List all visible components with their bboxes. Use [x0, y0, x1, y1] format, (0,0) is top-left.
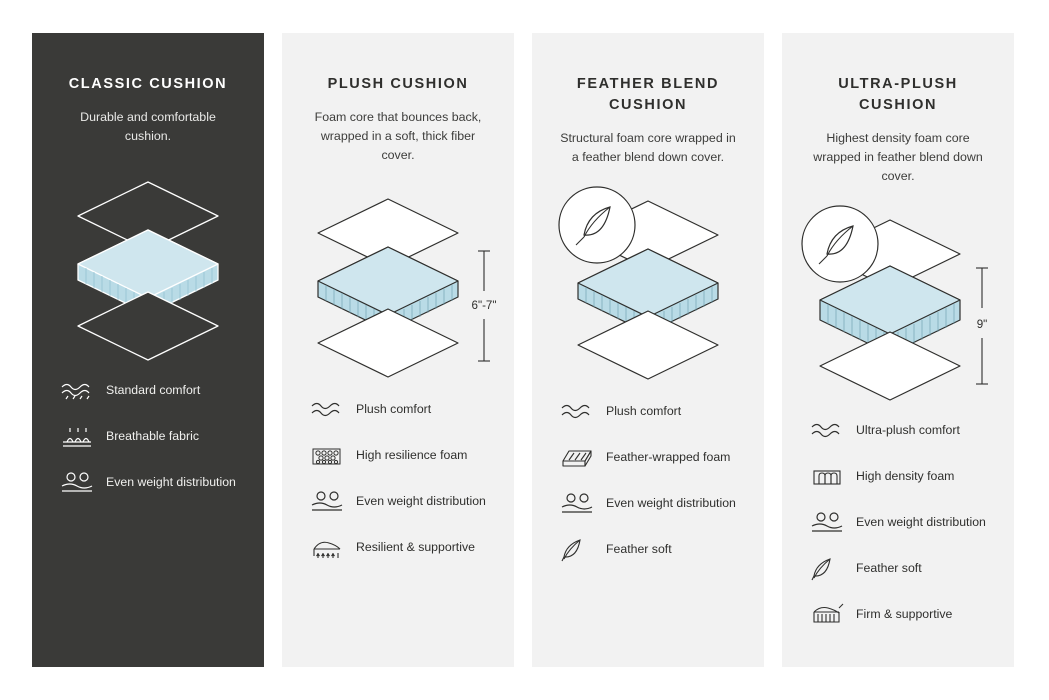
dimension-label: 6"-7" [471, 298, 497, 312]
feature-item [310, 387, 486, 433]
feature-item [560, 481, 736, 527]
feature-label: Ultra-plush comfort [856, 423, 960, 438]
firm-support-icon [810, 598, 854, 632]
cushion-layer-diagram [532, 173, 764, 383]
leaf-badge [802, 206, 878, 282]
feature-label: Feather soft [856, 561, 922, 576]
resilient-support-icon [310, 531, 354, 565]
feature-label: Plush comfort [356, 402, 432, 417]
feature-list [810, 408, 986, 638]
card-title: ULTRA-PLUSH CUSHION [838, 76, 958, 114]
cushion-layer-diagram [282, 171, 514, 381]
feature-item [560, 435, 736, 481]
feature-item [310, 479, 486, 525]
feature-label: High resilience foam [356, 448, 468, 463]
feature-item [60, 368, 236, 414]
feature-label: Even weight distribution [856, 515, 986, 530]
feature-item [310, 525, 486, 571]
feature-list [60, 368, 236, 506]
feature-item [810, 546, 986, 592]
feature-item [810, 500, 986, 546]
card-title: PLUSH CUSHION [327, 76, 469, 92]
feature-item [60, 414, 236, 460]
wave-lines-icon [810, 414, 854, 448]
cushion-layer-diagram [32, 152, 264, 362]
feature-label: Breathable fabric [106, 429, 199, 444]
wave-lines-icon [60, 374, 104, 408]
wave-lines-icon [560, 395, 604, 429]
even-weight-icon [560, 487, 604, 521]
card-description: Durable and comfortable cushion. [80, 110, 216, 143]
feature-label: Feather-wrapped foam [606, 450, 731, 465]
feature-list [560, 389, 736, 573]
leaf-icon [560, 533, 604, 567]
feature-label: Even weight distribution [606, 496, 736, 511]
feature-label: Resilient & supportive [356, 540, 475, 555]
feature-label: Plush comfort [606, 404, 682, 419]
cushion-card-plush[interactable] [282, 33, 514, 667]
cushion-layer-diagram [782, 192, 1014, 402]
high-density-foam-icon [810, 460, 854, 494]
leaf-badge [559, 187, 635, 263]
even-weight-icon [310, 485, 354, 519]
feature-label: Even weight distribution [356, 494, 486, 509]
feature-item [810, 592, 986, 638]
feature-item [310, 433, 486, 479]
card-description: Highest density foam core wrapped in feather blend down cover. [813, 131, 983, 183]
dimension-label: 9" [976, 317, 988, 331]
cushion-card-ultra-plush[interactable] [782, 33, 1014, 667]
feature-item [560, 527, 736, 573]
feature-label: High density foam [856, 469, 955, 484]
feature-item [810, 408, 986, 454]
card-description: Structural foam core wrapped in a feather blend down cover. [560, 131, 736, 164]
feature-label: Even weight distribution [106, 475, 236, 490]
wave-lines-icon [310, 393, 354, 427]
feature-item [60, 460, 236, 506]
feature-label: Firm & supportive [856, 607, 953, 622]
feather-wrapped-foam-icon [560, 441, 604, 475]
cushion-card-feather-blend[interactable] [532, 33, 764, 667]
leaf-icon [810, 552, 854, 586]
honeycomb-foam-icon [310, 439, 354, 473]
feature-label: Standard comfort [106, 383, 201, 398]
card-title: FEATHER BLEND CUSHION [576, 76, 720, 114]
even-weight-icon [60, 466, 104, 500]
feature-item [810, 454, 986, 500]
cushion-card-classic[interactable] [32, 33, 264, 667]
cushion-card-row [32, 33, 1017, 667]
feature-label: Feather soft [606, 542, 672, 557]
feature-item [560, 389, 736, 435]
breathable-fabric-icon [60, 420, 104, 454]
even-weight-icon [810, 506, 854, 540]
card-description: Foam core that bounces back, wrapped in a soft, thick fiber cover. [314, 110, 482, 162]
card-title: CLASSIC CUSHION [68, 76, 228, 92]
feature-list [310, 387, 486, 571]
